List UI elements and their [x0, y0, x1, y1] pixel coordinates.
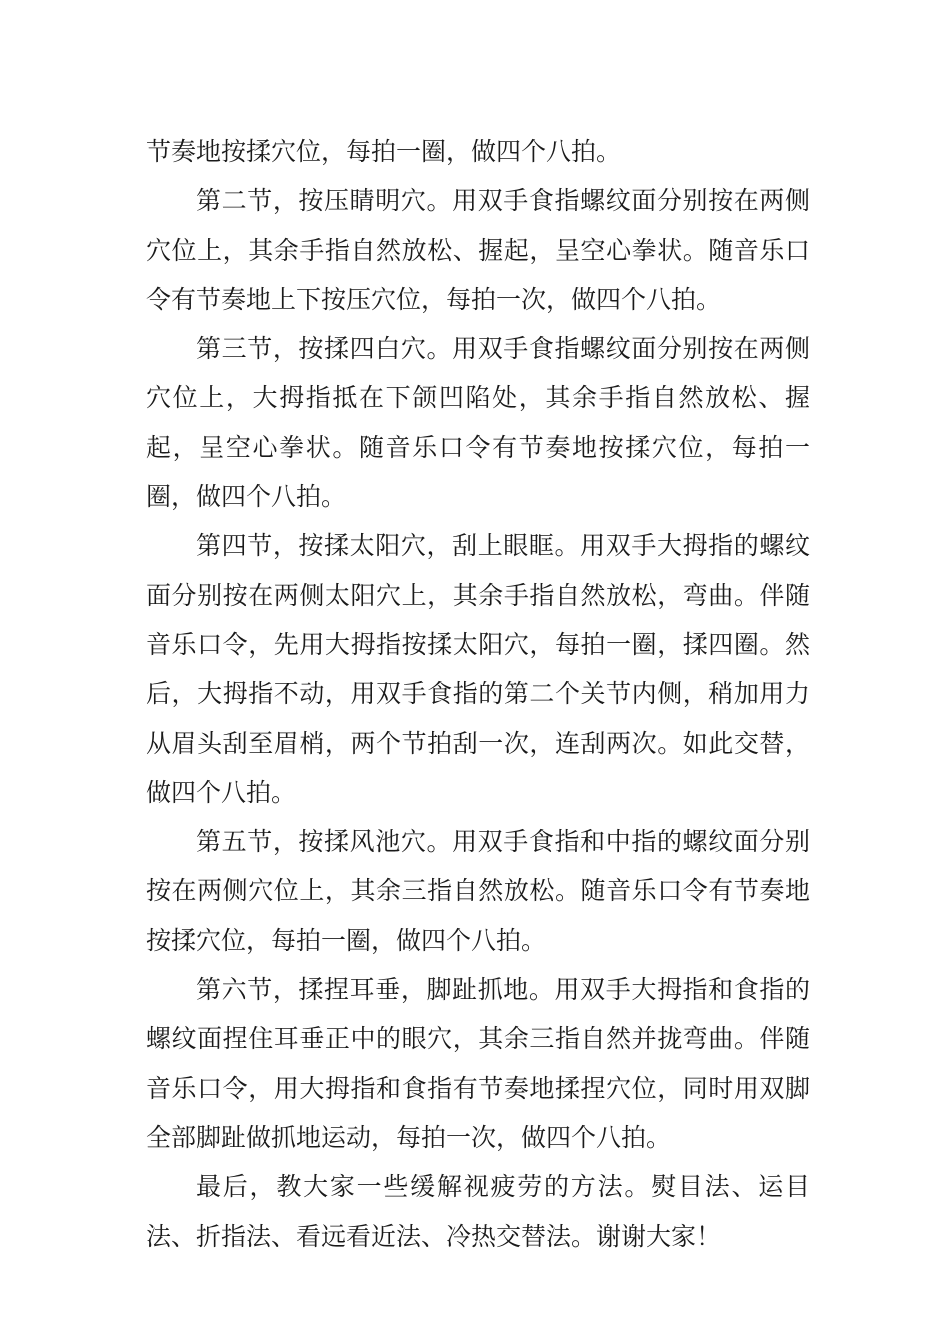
paragraph-section-3: 第三节，按揉四白穴。用双手食指螺纹面分别按在两侧穴位上，大拇指抵在下颌凹陷处，其余手指自然放松、握起，呈空心拳状。随音乐口令有节奏地按揉穴位，每拍一圈，做四个八拍。	[146, 334, 810, 512]
paragraph-section-5: 第五节，按揉风池穴。用双手食指和中指的螺纹面分别按在两侧穴位上，其余三指自然放松。随音乐口令有节奏地按揉穴位，每拍一圈，做四个八拍。	[146, 827, 810, 955]
paragraph-closing: 最后，教大家一些缓解视疲劳的方法。熨目法、运目法、折指法、看远看近法、冷热交替法。谢谢大家！	[146, 1172, 810, 1251]
document-body	[146, 127, 810, 1261]
paragraph-section-4: 第四节，按揉太阳穴，刮上眼眶。用双手大拇指的螺纹面分别按在两侧太阳穴上，其余手指自然放松，弯曲。伴随音乐口令，先用大拇指按揉太阳穴，每拍一圈，揉四圈。然后，大拇指不动，用双手食指的第二个关节内侧，稍加用力从眉头刮至眉梢，两个节拍刮一次，连刮两次。如此交替，做四个八拍。	[146, 531, 810, 807]
paragraph-section-2: 第二节，按压睛明穴。用双手食指螺纹面分别按在两侧穴位上，其余手指自然放松、握起，呈空心拳状。随音乐口令有节奏地上下按压穴位，每拍一次，做四个八拍。	[146, 186, 810, 314]
paragraph-section-6: 第六节，揉捏耳垂，脚趾抓地。用双手大拇指和食指的螺纹面捏住耳垂正中的眼穴，其余三指自然并拢弯曲。伴随音乐口令，用大拇指和食指有节奏地揉捏穴位，同时用双脚全部脚趾做抓地运动，每拍一次，做四个八拍。	[146, 975, 810, 1152]
paragraph-continuation: 节奏地按揉穴位，每拍一圈，做四个八拍。	[146, 137, 622, 166]
